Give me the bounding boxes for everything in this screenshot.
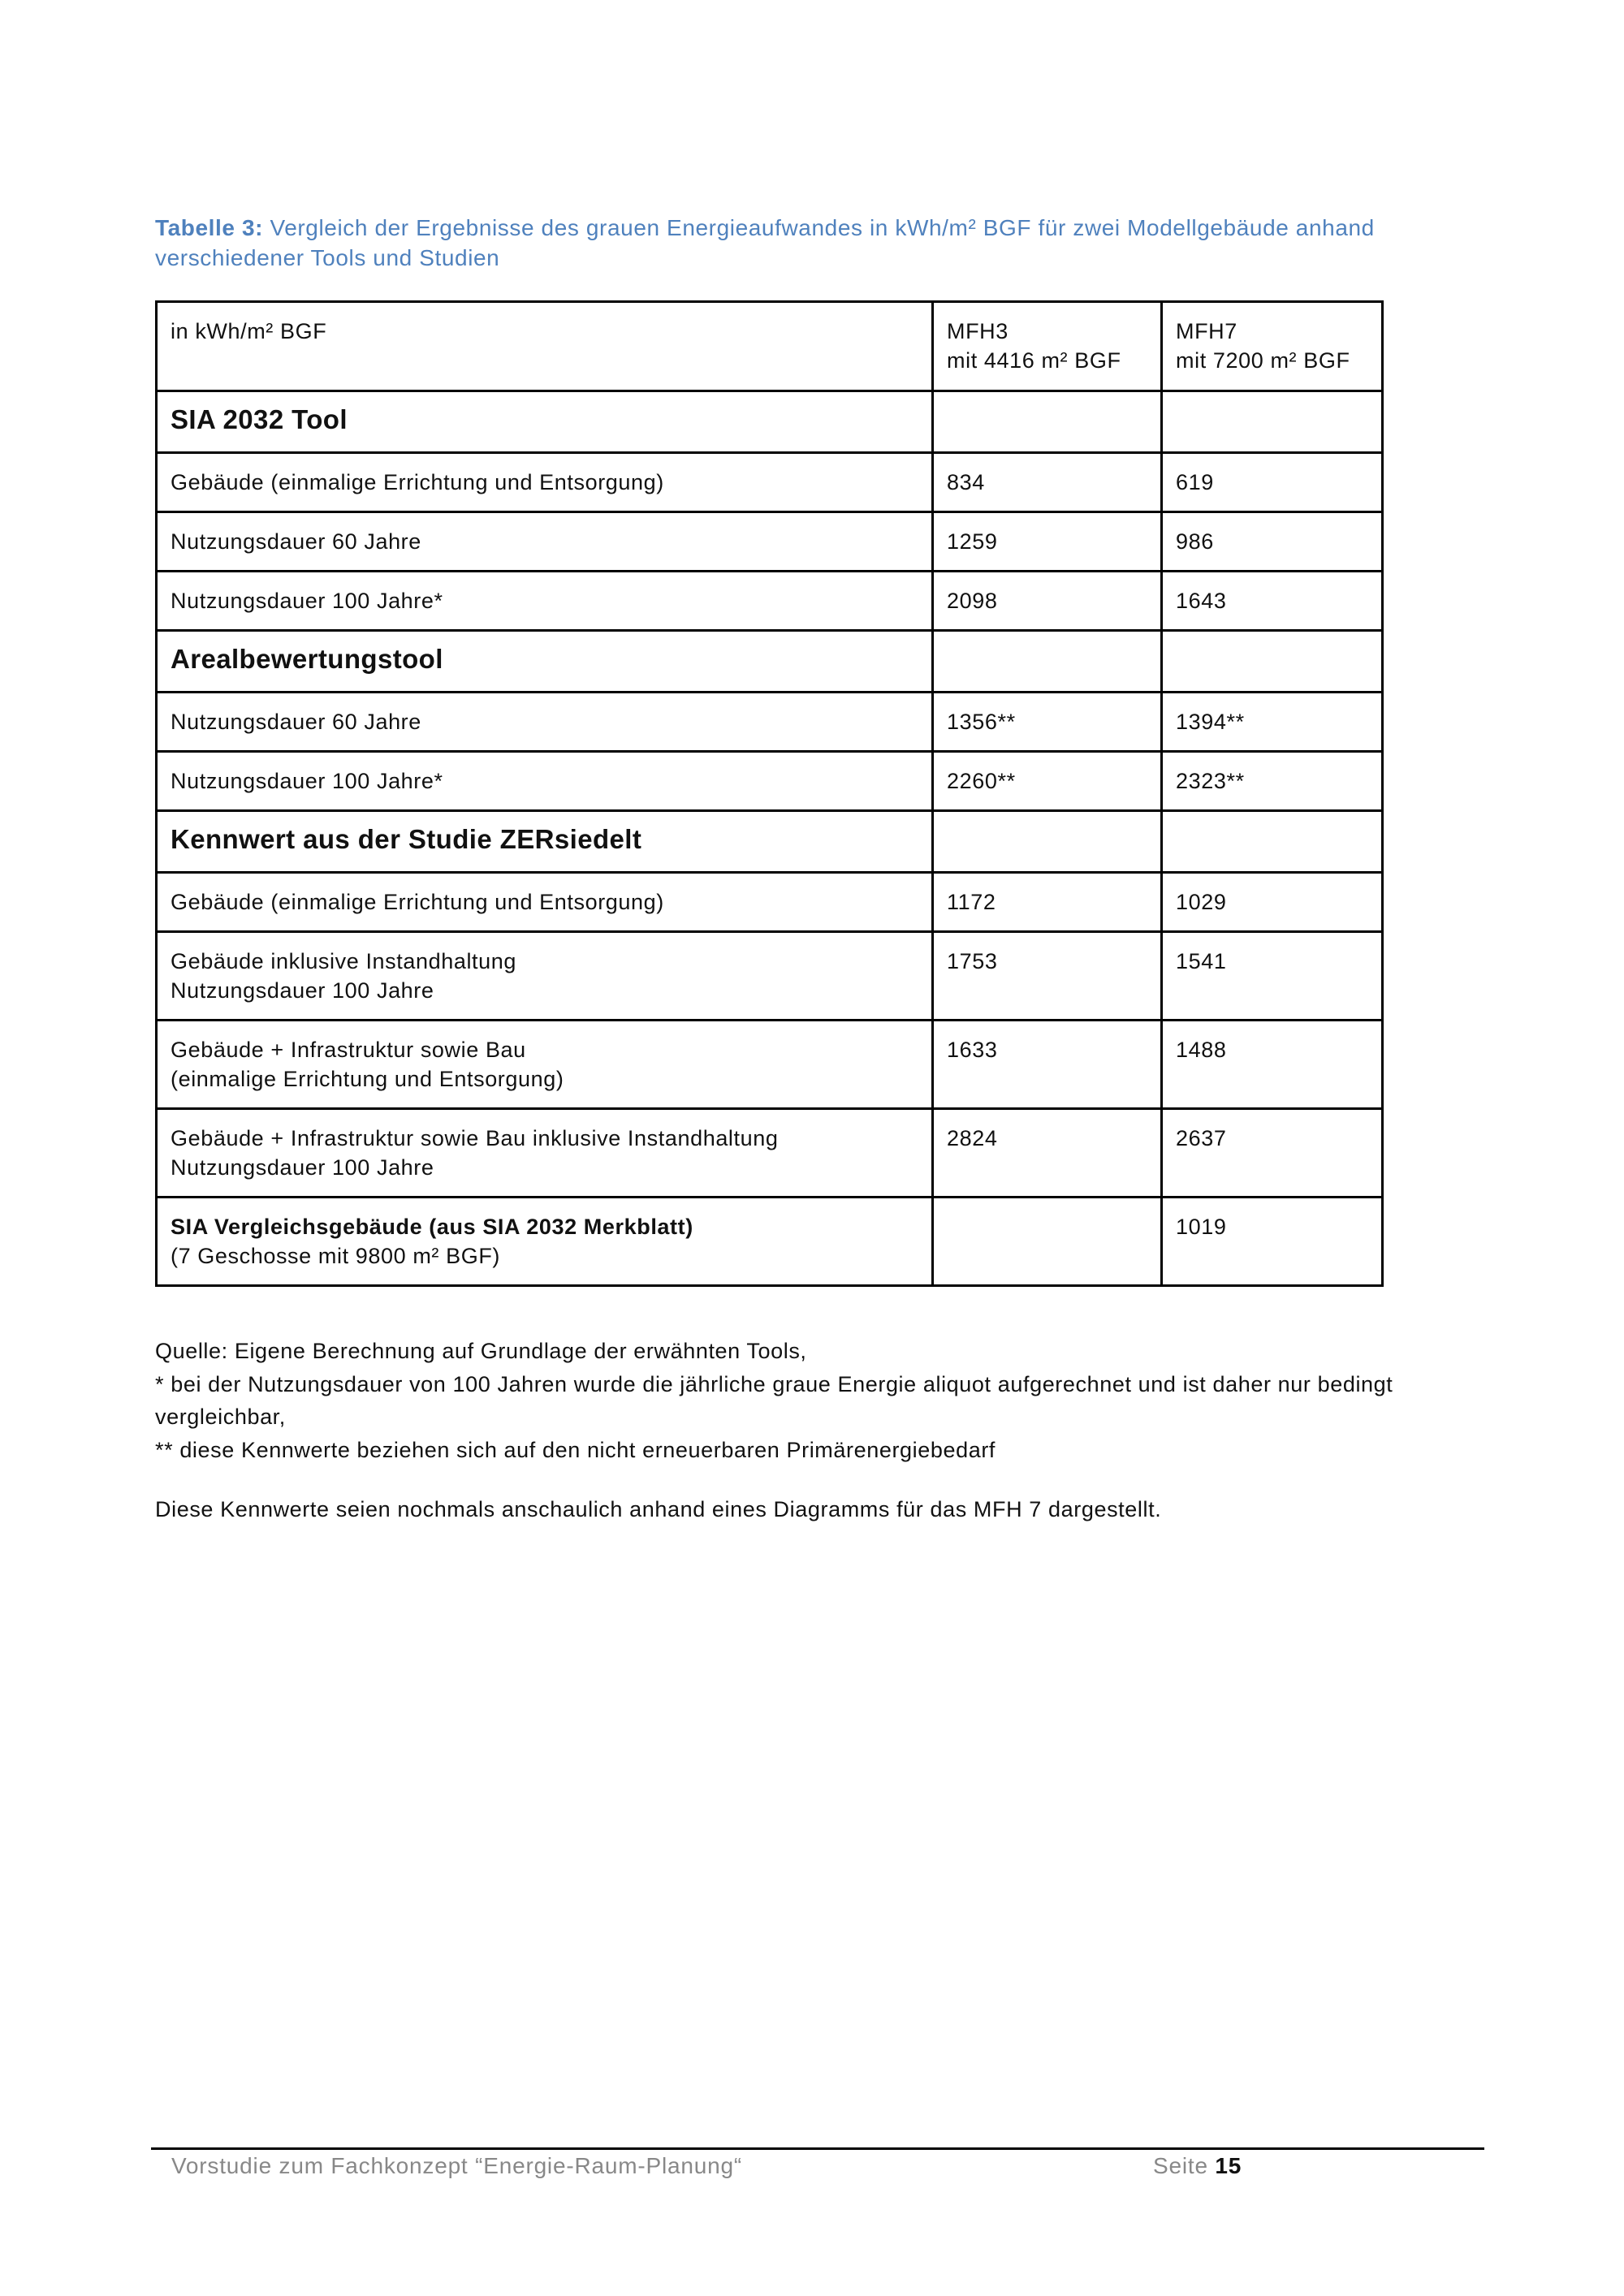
- header-unit: in kWh/m² BGF: [171, 319, 327, 343]
- mfh7-value: 2323**: [1162, 752, 1383, 811]
- table-row: [157, 693, 1383, 752]
- row-label: Gebäude inklusive Instandhaltung Nutzungsdauer 100 Jahre: [157, 932, 933, 1021]
- mfh3-value: 1172: [933, 873, 1162, 932]
- mfh3-value: 1356**: [933, 693, 1162, 752]
- table-header-row: [157, 302, 1383, 391]
- section-title: SIA 2032 Tool: [157, 391, 933, 453]
- table-row: [157, 1021, 1383, 1109]
- row-label: Gebäude (einmalige Errichtung und Entsorgung): [157, 453, 933, 512]
- row-label: Gebäude + Infrastruktur sowie Bau (einmalige Errichtung und Entsorgung): [157, 1021, 933, 1109]
- header-mfh7-name: MFH7: [1176, 319, 1237, 343]
- mfh3-value: 834: [933, 453, 1162, 512]
- section-row-zersiedelt: [157, 811, 1383, 873]
- header-unit-cell: [157, 302, 933, 391]
- mfh7-value: 1643: [1162, 572, 1383, 631]
- header-mfh7-cell: [1162, 302, 1383, 391]
- mfh7-value: 986: [1162, 512, 1383, 572]
- mfh7-value: 1394**: [1162, 693, 1383, 752]
- header-mfh7-area: mit 7200 m² BGF: [1176, 348, 1350, 373]
- footnote-double-asterisk: ** diese Kennwerte beziehen sich auf den nicht erneuerbaren Primärenergiebedarf: [155, 1437, 996, 1462]
- header-mfh3-name: MFH3: [947, 319, 1009, 343]
- mfh7-value: 1019: [1162, 1198, 1383, 1286]
- table-row: [157, 1109, 1383, 1198]
- mfh7-value: 1541: [1162, 932, 1383, 1021]
- table-row: [157, 512, 1383, 572]
- source-note: Quelle: Eigene Berechnung auf Grundlage der erwähnten Tools,: [155, 1339, 807, 1363]
- header-mfh3-cell: [933, 302, 1162, 391]
- section-row-arealbewertungstool: [157, 631, 1383, 693]
- mfh7-value: 1029: [1162, 873, 1383, 932]
- row-label: Gebäude + Infrastruktur sowie Bau inklusive Instandhaltung Nutzungsdauer 100 Jahre: [157, 1109, 933, 1198]
- footer-page-number: [1153, 2153, 1242, 2179]
- mfh3-value: 2098: [933, 572, 1162, 631]
- body-paragraph: Diese Kennwerte seien nochmals anschaulich anhand eines Diagramms für das MFH 7 dargestellt.: [155, 1497, 1162, 1521]
- mfh3-value: 1753: [933, 932, 1162, 1021]
- table-row: [157, 453, 1383, 512]
- row-label: Nutzungsdauer 60 Jahre: [157, 693, 933, 752]
- reference-row: [157, 1198, 1383, 1286]
- page-label: Seite: [1153, 2153, 1208, 2178]
- table-caption: [155, 213, 1487, 273]
- mfh7-value: 1488: [1162, 1021, 1383, 1109]
- mfh3-value: 2260**: [933, 752, 1162, 811]
- mfh3-value: 2824: [933, 1109, 1162, 1198]
- row-label: SIA Vergleichsgebäude (aus SIA 2032 Merkblatt) (7 Geschosse mit 9800 m² BGF): [157, 1198, 933, 1286]
- mfh7-value: 619: [1162, 453, 1383, 512]
- energy-comparison-table: [155, 300, 1384, 1287]
- table-row: [157, 572, 1383, 631]
- caption-label: Tabelle 3:: [155, 215, 264, 240]
- table-row: [157, 873, 1383, 932]
- table-row: [157, 752, 1383, 811]
- page-number: 15: [1215, 2153, 1242, 2178]
- table-notes: [155, 1335, 1487, 1526]
- footer-title: Vorstudie zum Fachkonzept “Energie-Raum-Planung“: [171, 2153, 742, 2178]
- section-row-sia-2032-tool: [157, 391, 1383, 453]
- mfh3-value: 1259: [933, 512, 1162, 572]
- footer-divider: [151, 2147, 1484, 2150]
- mfh3-value: [933, 1198, 1162, 1286]
- row-label: Nutzungsdauer 100 Jahre*: [157, 572, 933, 631]
- section-title: Arealbewertungstool: [157, 631, 933, 693]
- row-label: Nutzungsdauer 100 Jahre*: [157, 752, 933, 811]
- mfh7-value: 2637: [1162, 1109, 1383, 1198]
- mfh3-value: 1633: [933, 1021, 1162, 1109]
- row-label: Nutzungsdauer 60 Jahre: [157, 512, 933, 572]
- table-row: [157, 932, 1383, 1021]
- row-label: Gebäude (einmalige Errichtung und Entsorgung): [157, 873, 933, 932]
- section-title: Kennwert aus der Studie ZERsiedelt: [157, 811, 933, 873]
- header-mfh3-area: mit 4416 m² BGF: [947, 348, 1121, 373]
- footnote-single-asterisk: * bei der Nutzungsdauer von 100 Jahren wurde die jährliche graue Energie aliquot aufgerechnet und ist daher nur bedingt vergleichbar,: [155, 1371, 1393, 1429]
- caption-text: Vergleich der Ergebnisse des grauen Energieaufwandes in kWh/m² BGF für zwei Modellgebäude anhand verschiedener Tools und Studien: [155, 215, 1375, 270]
